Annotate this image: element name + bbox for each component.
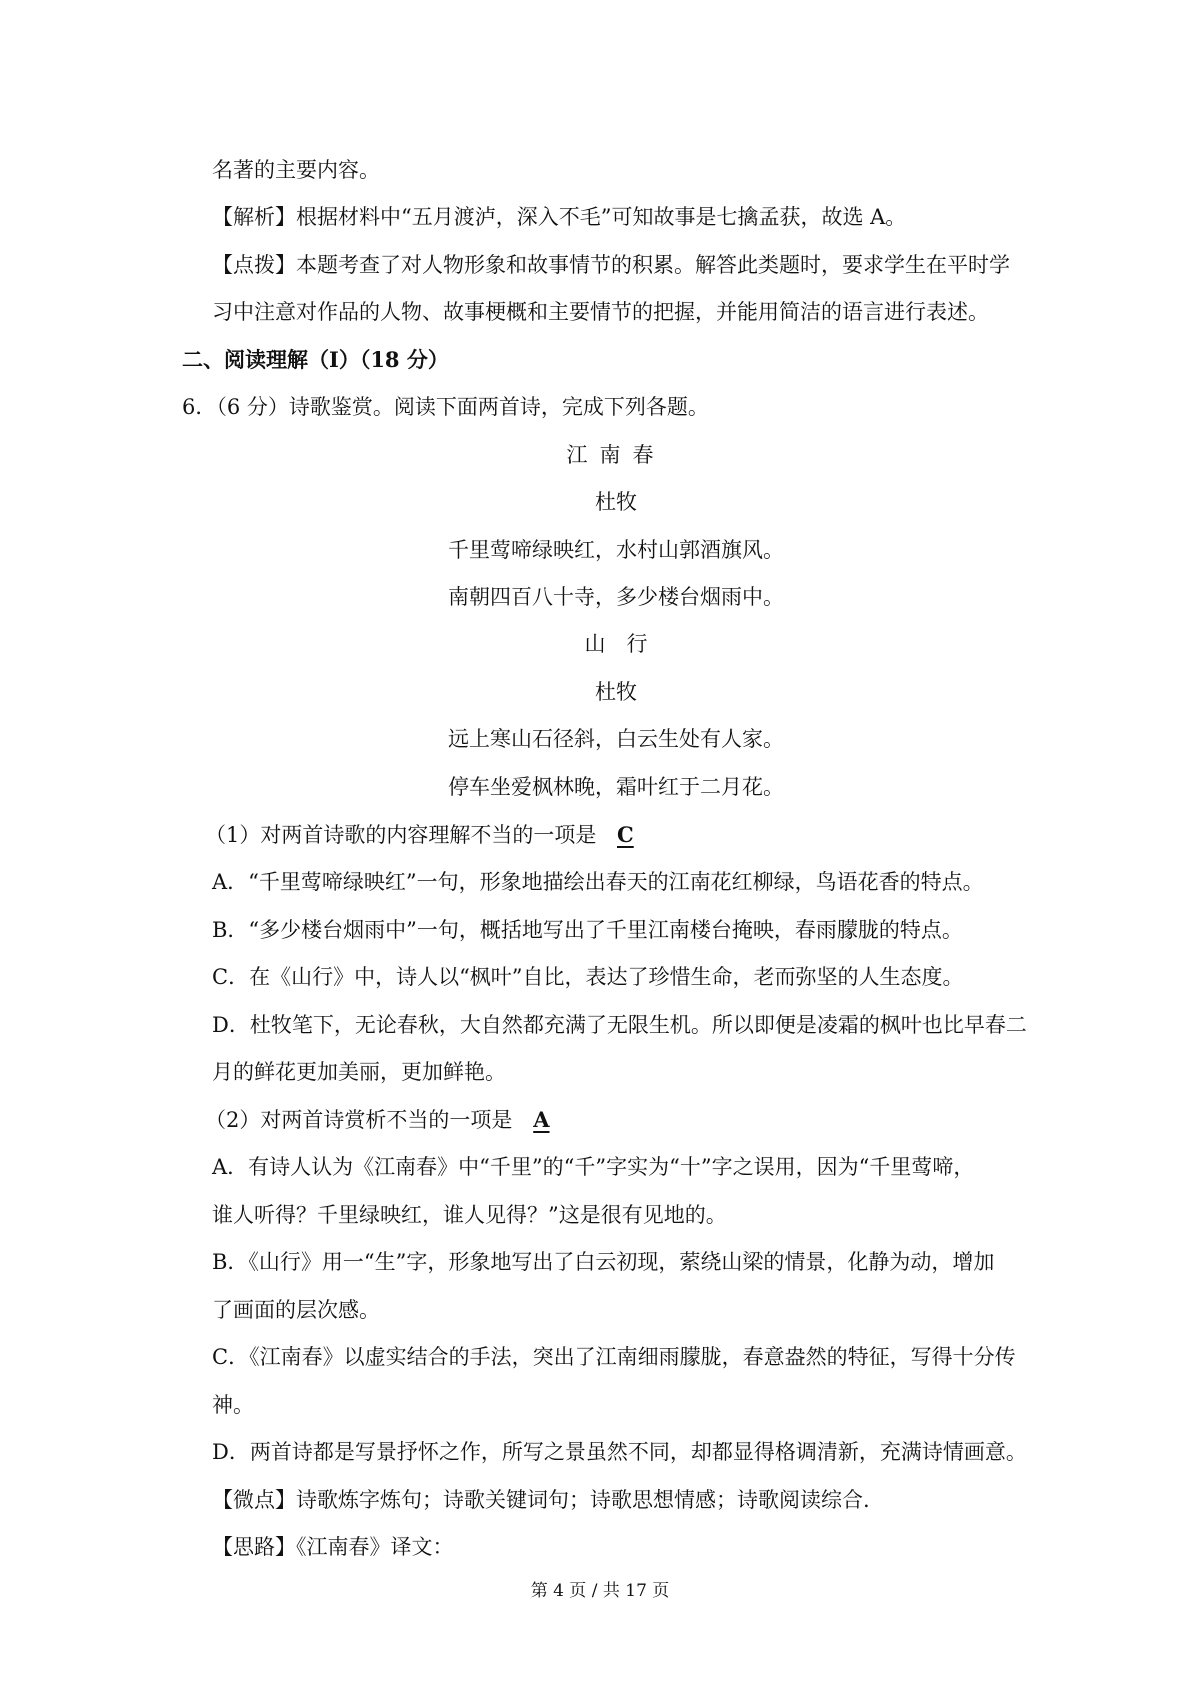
keypoint-note: 【微点】诗歌炼字炼句；诗歌关键词句；诗歌思想情感；诗歌阅读综合. (212, 1488, 870, 1512)
option-c: C．在《山行》中，诗人以“枫叶”自比，表达了珍惜生命，老而弥坚的人生态度。 (212, 965, 964, 989)
subquestion-2-text: （2）对两首诗赏析不当的一项是 (205, 1108, 513, 1132)
poem-1-line-1: 千里莺啼绿映红，水村山郭酒旗风。 (448, 538, 784, 562)
option-b-continued: 了画面的层次感。 (212, 1298, 380, 1322)
analysis-line: 【解析】根据材料中“五月渡泸，深入不毛”可知故事是七擒孟获，故选 A。 (212, 205, 907, 229)
poem-1-title: 江南春 (566, 443, 666, 467)
tip-line: 【点拨】本题考查了对人物形象和故事情节的积累。解答此类题时，要求学生在平时学 (212, 253, 1010, 277)
section-heading: 二、阅读理解（Ⅰ）（18 分） (182, 347, 449, 372)
text-line: 名著的主要内容。 (212, 158, 380, 182)
poem-1-author: 杜牧 (595, 490, 637, 514)
option-d-continued: 月的鲜花更加美丽，更加鲜艳。 (212, 1060, 506, 1084)
subquestion-2-answer: A (533, 1107, 550, 1132)
poem-2-title: 山 行 (584, 632, 648, 656)
option-a: A．有诗人认为《江南春》中“千里”的“千”字实为“十”字之误用，因为“千里莺啼， (212, 1155, 975, 1179)
subquestion-1-stem (205, 820, 654, 850)
option-b: B．“多少楼台烟雨中”一句，概括地写出了千里江南楼台掩映，春雨朦胧的特点。 (212, 918, 963, 942)
option-c: C．《江南春》以虚实结合的手法，突出了江南细雨朦胧，春意盎然的特征，写得十分传 (212, 1345, 1016, 1369)
subquestion-1-text: （1）对两首诗歌的内容理解不当的一项是 (205, 823, 597, 847)
subquestion-1-answer: C (617, 822, 634, 847)
tip-line-continued: 习中注意对作品的人物、故事梗概和主要情节的把握，并能用简洁的语言进行表述。 (212, 300, 989, 324)
approach-note: 【思路】《江南春》译文： (212, 1535, 454, 1559)
option-b: B．《山行》用一“生”字，形象地写出了白云初现，萦绕山梁的情景，化静为动，增加 (212, 1250, 995, 1274)
poem-2-line-2: 停车坐爱枫林晚，霜叶红于二月花。 (448, 775, 784, 799)
question-6-stem: 6．（6 分）诗歌鉴赏。阅读下面两首诗，完成下列各题。 (182, 395, 709, 419)
option-a: A．“千里莺啼绿映红”一句，形象地描绘出春天的江南花红柳绿，鸟语花香的特点。 (212, 870, 984, 894)
poem-2-author: 杜牧 (595, 680, 637, 704)
poem-2-line-1: 远上寒山石径斜，白云生处有人家。 (448, 727, 784, 751)
option-a-continued: 谁人听得？千里绿映红，谁人见得？”这是很有见地的。 (212, 1203, 727, 1227)
option-d: D．杜牧笔下，无论春秋，大自然都充满了无限生机。所以即便是凌霜的枫叶也比早春二 (212, 1013, 1027, 1037)
option-c-continued: 神。 (212, 1393, 254, 1417)
option-d: D．两首诗都是写景抒怀之作，所写之景虽然不同，却都显得格调清新，充满诗情画意。 (212, 1440, 1027, 1464)
subquestion-2-stem (205, 1105, 570, 1135)
page-number: 第 4 页 / 共 17 页 (530, 1581, 670, 1601)
poem-1-line-2: 南朝四百八十寺，多少楼台烟雨中。 (448, 585, 784, 609)
